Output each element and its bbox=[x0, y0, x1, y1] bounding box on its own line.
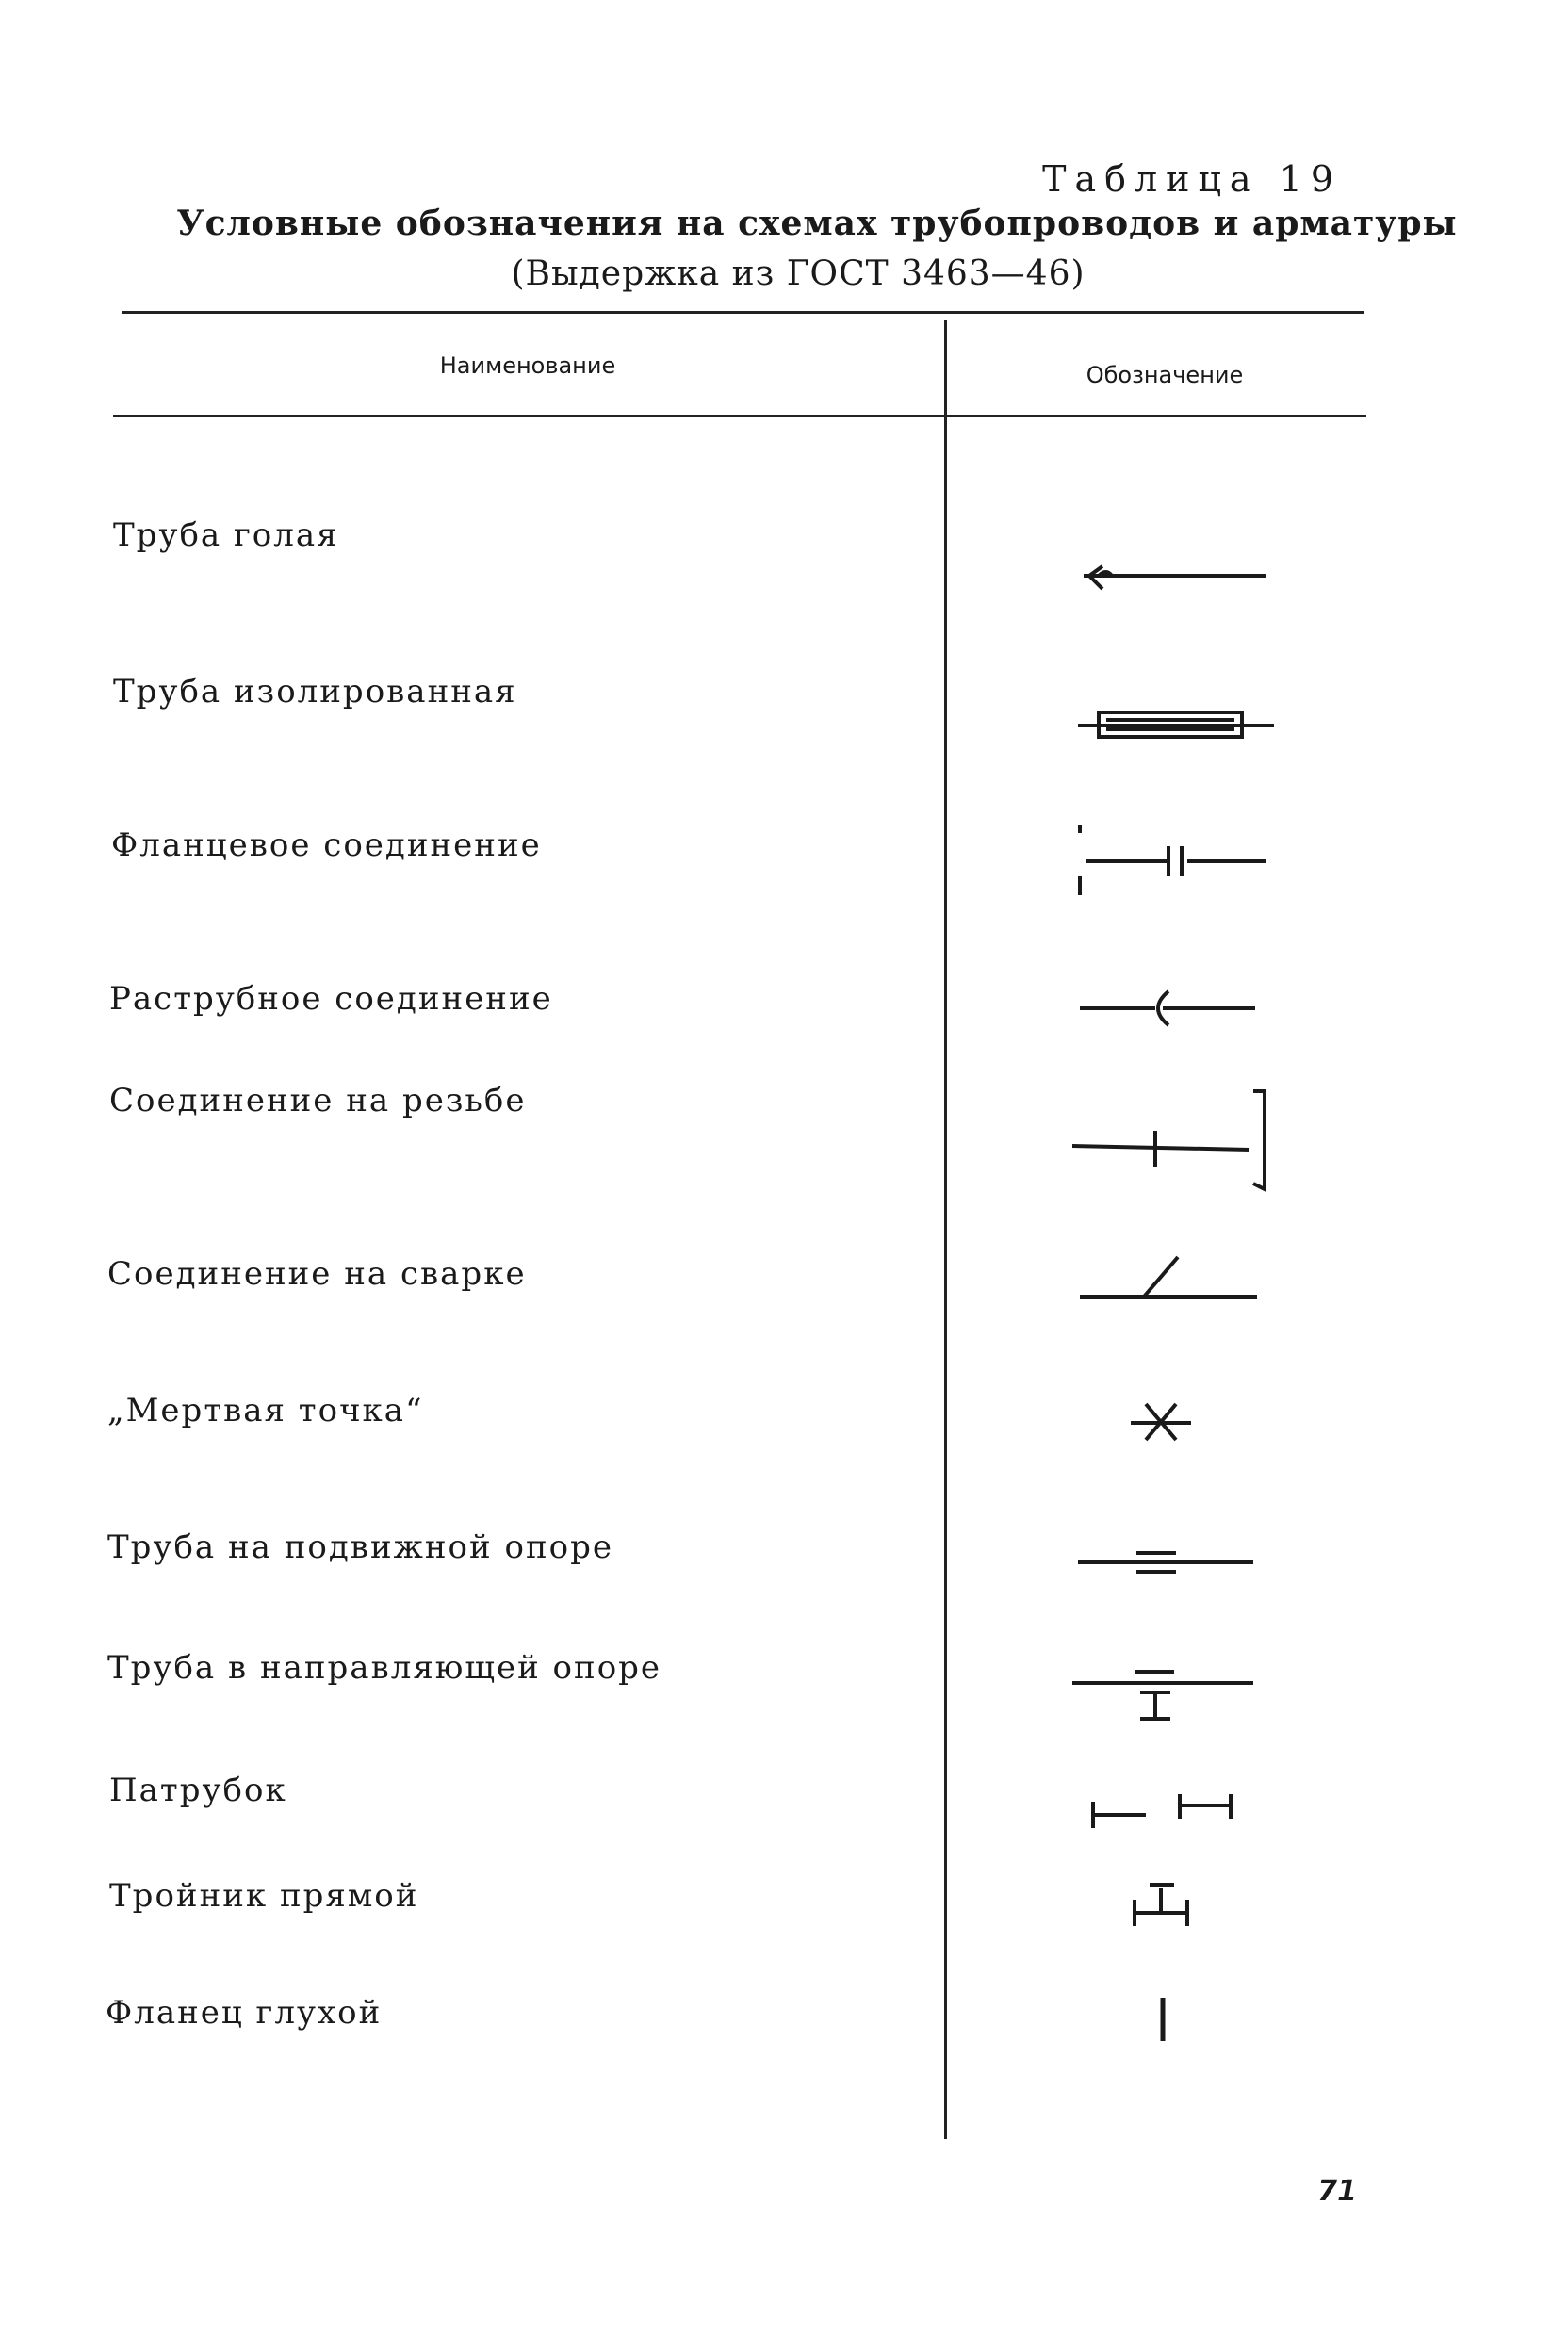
threaded-joint-symbol bbox=[1065, 1084, 1291, 1216]
row-name: Патрубок bbox=[109, 1772, 287, 1809]
row-name: Труба изолированная bbox=[113, 673, 517, 710]
table-subtitle: (Выдержка из ГОСТ 3463—46) bbox=[511, 254, 1086, 293]
insulated-pipe-symbol bbox=[1065, 688, 1291, 763]
row-name: Труба в направляющей опоре bbox=[107, 1649, 662, 1687]
welded-joint-symbol bbox=[1065, 1244, 1272, 1319]
row-name: Соединение на сварке bbox=[107, 1255, 527, 1293]
flange-joint-symbol bbox=[1065, 810, 1291, 914]
table-top-rule bbox=[122, 311, 1364, 314]
column-divider bbox=[944, 320, 947, 2139]
socket-joint-symbol bbox=[1065, 971, 1272, 1046]
branch-pipe-symbol bbox=[1084, 1772, 1253, 1847]
blind-flange-symbol bbox=[1144, 1988, 1182, 2054]
fixed-point-symbol bbox=[1112, 1385, 1225, 1461]
column-header-symbol: Обозначение bbox=[1086, 362, 1244, 388]
straight-tee-symbol bbox=[1121, 1866, 1216, 1960]
header-bottom-rule bbox=[113, 415, 1366, 417]
row-name: Труба голая bbox=[113, 516, 339, 554]
sliding-support-symbol bbox=[1065, 1527, 1272, 1602]
bare-pipe-symbol bbox=[1065, 542, 1272, 617]
row-name: Соединение на резьбе bbox=[109, 1082, 527, 1119]
row-name: Фланцевое соединение bbox=[111, 826, 542, 864]
row-name: Фланец глухой bbox=[106, 1994, 383, 2032]
column-header-name: Наименование bbox=[439, 352, 616, 379]
row-name: Раструбное соединение bbox=[109, 980, 553, 1018]
row-name: Тройник прямой bbox=[109, 1877, 419, 1915]
row-name: „Мертвая точка“ bbox=[107, 1392, 424, 1429]
guide-support-symbol bbox=[1065, 1649, 1272, 1743]
row-name: Труба на подвижной опоре bbox=[107, 1528, 613, 1566]
table-label: Таблица 19 bbox=[1042, 158, 1342, 200]
table-title: Условные обозначения на схемах трубопроводов и арматуры bbox=[176, 204, 1458, 243]
page-number: 71 bbox=[1317, 2175, 1357, 2208]
